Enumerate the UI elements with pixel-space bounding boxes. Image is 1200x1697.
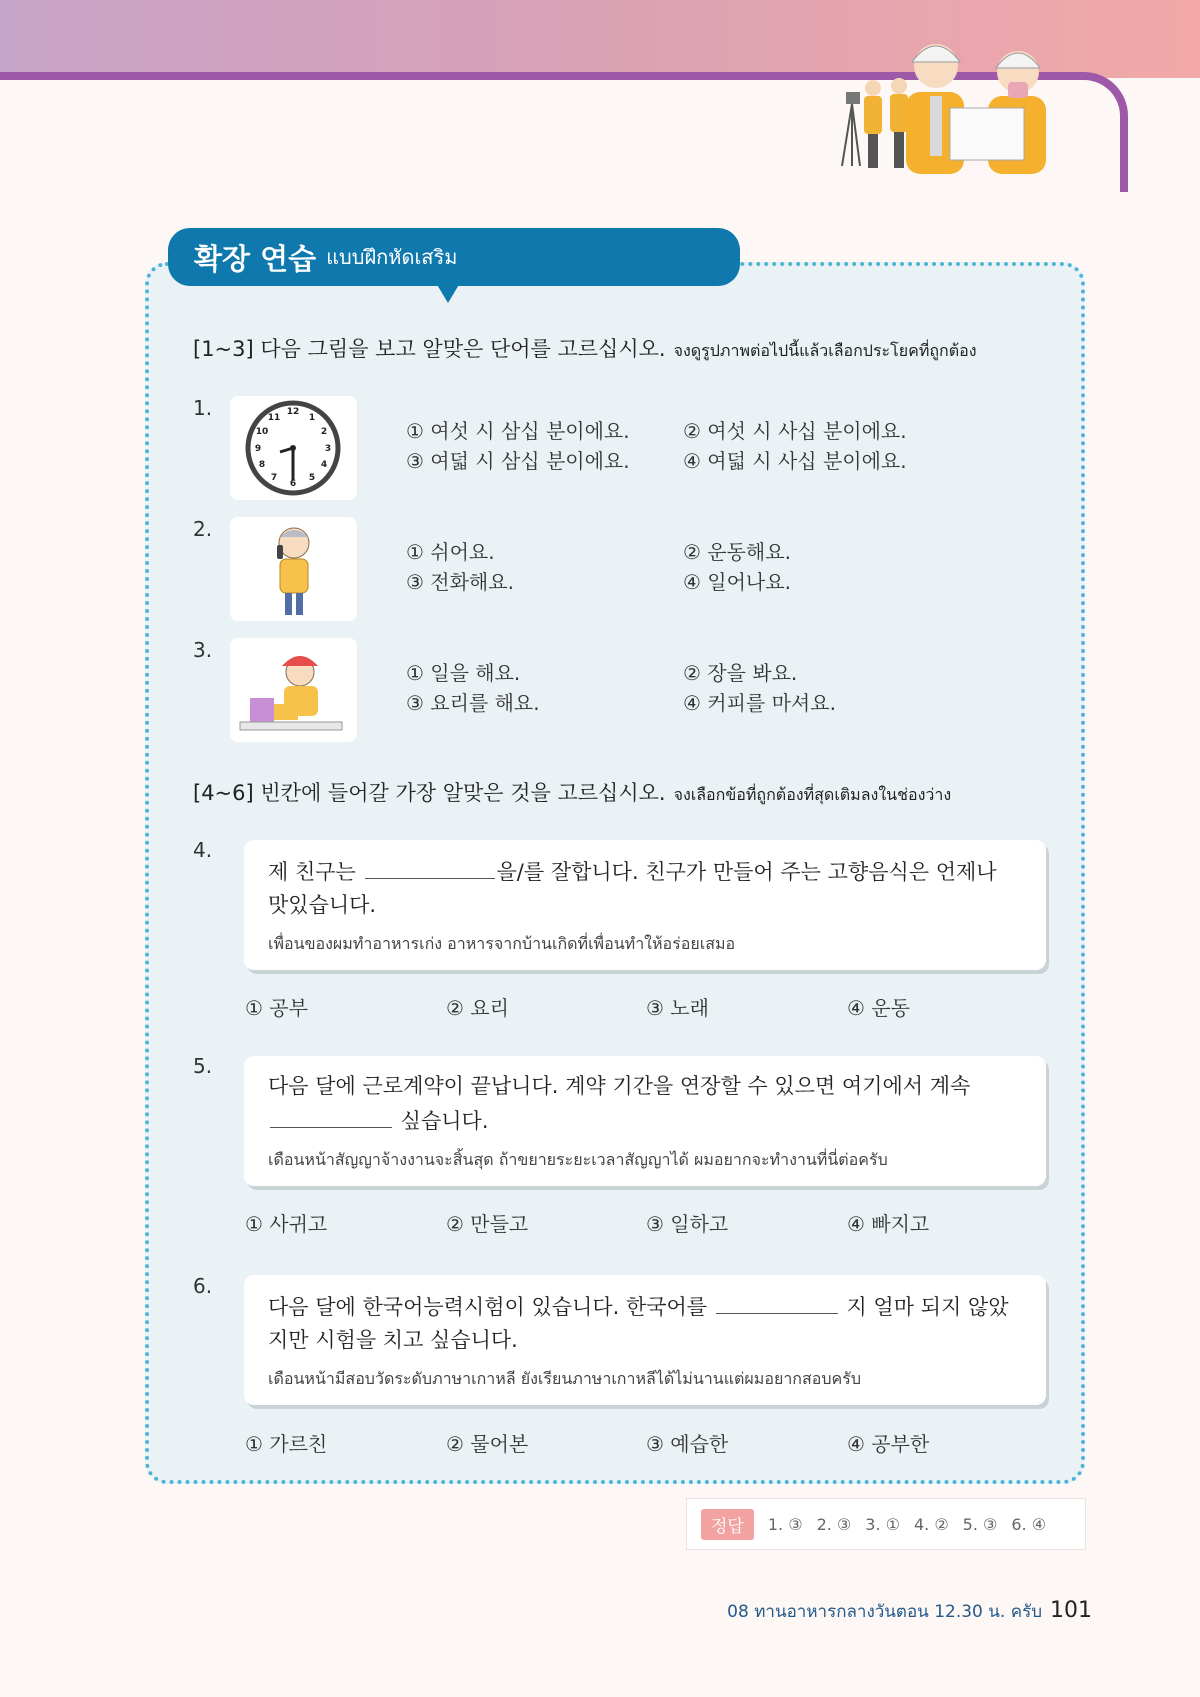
clock-number: 1 [308, 413, 316, 423]
page-number: 101 [1050, 1598, 1092, 1623]
section-title-thai: แบบฝึกหัดเสริม [326, 245, 458, 269]
question-number: 6. [193, 1274, 213, 1298]
answer-blank[interactable] [270, 1103, 392, 1128]
option-3-1[interactable]: ① 일을 해요. [406, 661, 521, 685]
option-6-3[interactable]: ③ 예습한 [646, 1432, 729, 1456]
answer-item: 5. ③ [962, 1514, 998, 1534]
question-5-text [268, 1070, 1022, 1138]
option-6-4[interactable]: ④ 공부한 [847, 1432, 930, 1456]
answer-item: 1. ③ [767, 1514, 803, 1534]
clock-number: 5 [308, 473, 316, 483]
answer-blank[interactable] [365, 854, 495, 879]
text-before-blank: 제 친구는 [268, 860, 363, 884]
option-1-1[interactable]: ① 여섯 시 삼십 분이에요. [406, 419, 630, 443]
option-6-2[interactable]: ② 물어본 [446, 1432, 529, 1456]
question-4-text [268, 854, 1022, 922]
worker-at-desk-icon [230, 638, 357, 742]
instruction-korean: [4~6] 빈칸에 들어갈 가장 알맞은 것을 고르십시오. [193, 781, 666, 805]
option-2-1[interactable]: ① 쉬어요. [406, 540, 495, 564]
instruction-korean: [1~3] 다음 그림을 보고 알맞은 단어를 고르십시오. [193, 337, 666, 361]
instruction-1-3 [193, 333, 977, 364]
man-phone-call-icon [230, 517, 357, 621]
answer-blank[interactable] [716, 1289, 838, 1314]
clock-number: 6 [289, 479, 297, 489]
option-4-1[interactable]: ① 공부 [245, 996, 308, 1020]
option-5-1[interactable]: ① 사귀고 [245, 1212, 328, 1236]
question-2-picture [230, 517, 357, 621]
answer-item: 4. ② [913, 1514, 949, 1534]
question-4-box [244, 840, 1046, 970]
option-3-3[interactable]: ③ 요리를 해요. [406, 691, 540, 715]
option-2-4[interactable]: ④ 일어나요. [683, 570, 791, 594]
text-after-blank: 지 얼마 되지 않았지만 시험을 치고 싶습니다. [268, 1295, 1009, 1352]
option-5-2[interactable]: ② 만들고 [446, 1212, 529, 1236]
option-5-4[interactable]: ④ 빠지고 [847, 1212, 930, 1236]
option-2-3[interactable]: ③ 전화해요. [406, 570, 514, 594]
clock-number: 7 [270, 473, 278, 483]
answer-item: 3. ① [865, 1514, 900, 1534]
question-5-box [244, 1056, 1046, 1186]
text-after-blank: 을/를 잘합니다. 친구가 만들어 주는 고향음식은 언제나 맛있습니다. [268, 860, 997, 917]
option-6-1[interactable]: ① 가르친 [245, 1432, 328, 1456]
clock-6-30-icon [230, 396, 357, 500]
section-title-korean: 확장 연습 [194, 241, 317, 276]
option-2-2[interactable]: ② 운동해요. [683, 540, 791, 564]
answer-item: 2. ③ [816, 1514, 852, 1534]
question-number: 2. [193, 517, 213, 541]
option-3-4[interactable]: ④ 커피를 마셔요. [683, 691, 836, 715]
answer-key [686, 1498, 1086, 1550]
option-1-3[interactable]: ③ 여덟 시 삼십 분이에요. [406, 449, 630, 473]
chapter-title: 08 ทานอาหารกลางวันตอน 12.30 น. ครับ [727, 1602, 1042, 1622]
option-3-2[interactable]: ② 장을 봐요. [683, 661, 798, 685]
option-1-4[interactable]: ④ 여덟 시 사십 분이에요. [683, 449, 907, 473]
question-6-box [244, 1275, 1046, 1405]
answer-key-label: 정답 [701, 1509, 754, 1540]
question-number: 4. [193, 838, 213, 862]
question-5-translation: เดือนหน้าสัญญาจ้างงานจะสิ้นสุด ถ้าขยายระยะเวลาสัญญาได้ ผมอยากจะทำงานที่นี่ต่อครับ [268, 1150, 888, 1169]
clock-number: 4 [320, 460, 328, 470]
tab-pointer [436, 283, 460, 303]
question-3-picture [230, 638, 357, 742]
text-after-blank: 싶습니다. [394, 1109, 489, 1133]
option-4-4[interactable]: ④ 운동 [847, 996, 910, 1020]
question-1-picture [230, 396, 357, 500]
instruction-thai: จงดูรูปภาพต่อไปนี้แล้วเลือกประโยคที่ถูกต้อง [673, 341, 977, 360]
clock-number: 12 [286, 407, 300, 417]
instruction-4-6 [193, 777, 951, 808]
clock-number: 9 [254, 444, 262, 454]
section-title-tab [168, 228, 740, 286]
answer-item: 6. ④ [1011, 1514, 1047, 1534]
option-1-2[interactable]: ② 여섯 시 사십 분이에요. [683, 419, 907, 443]
question-6-text [268, 1289, 1022, 1357]
question-number: 5. [193, 1054, 213, 1078]
option-4-3[interactable]: ③ 노래 [646, 996, 709, 1020]
construction-workers-illustration [838, 26, 1078, 176]
clock-number: 3 [324, 444, 332, 454]
option-4-2[interactable]: ② 요리 [446, 996, 509, 1020]
instruction-thai: จงเลือกข้อที่ถูกต้องที่สุดเติมลงในช่องว่าง [673, 785, 952, 804]
page-footer [727, 1598, 1092, 1625]
question-number: 1. [193, 396, 213, 420]
question-4-translation: เพื่อนของผมทำอาหารเก่ง อาหารจากบ้านเกิดที่เพื่อนทำให้อร่อยเสมอ [268, 934, 736, 953]
clock-number: 11 [267, 413, 281, 423]
clock-number: 8 [258, 460, 266, 470]
option-5-3[interactable]: ③ 일하고 [646, 1212, 729, 1236]
clock-number: 10 [255, 427, 269, 437]
text-before-blank: 다음 달에 한국어능력시험이 있습니다. 한국어를 [268, 1295, 714, 1319]
question-6-translation: เดือนหน้ามีสอบวัดระดับภาษาเกาหลี ยังเรียนภาษาเกาหลีได้ไม่นานแต่ผมอยากสอบครับ [268, 1369, 861, 1388]
text-before-blank: 다음 달에 근로계약이 끝납니다. 계약 기간을 연장할 수 있으면 여기에서 계속 [268, 1074, 971, 1098]
clock-number: 2 [320, 427, 328, 437]
question-number: 3. [193, 638, 213, 662]
